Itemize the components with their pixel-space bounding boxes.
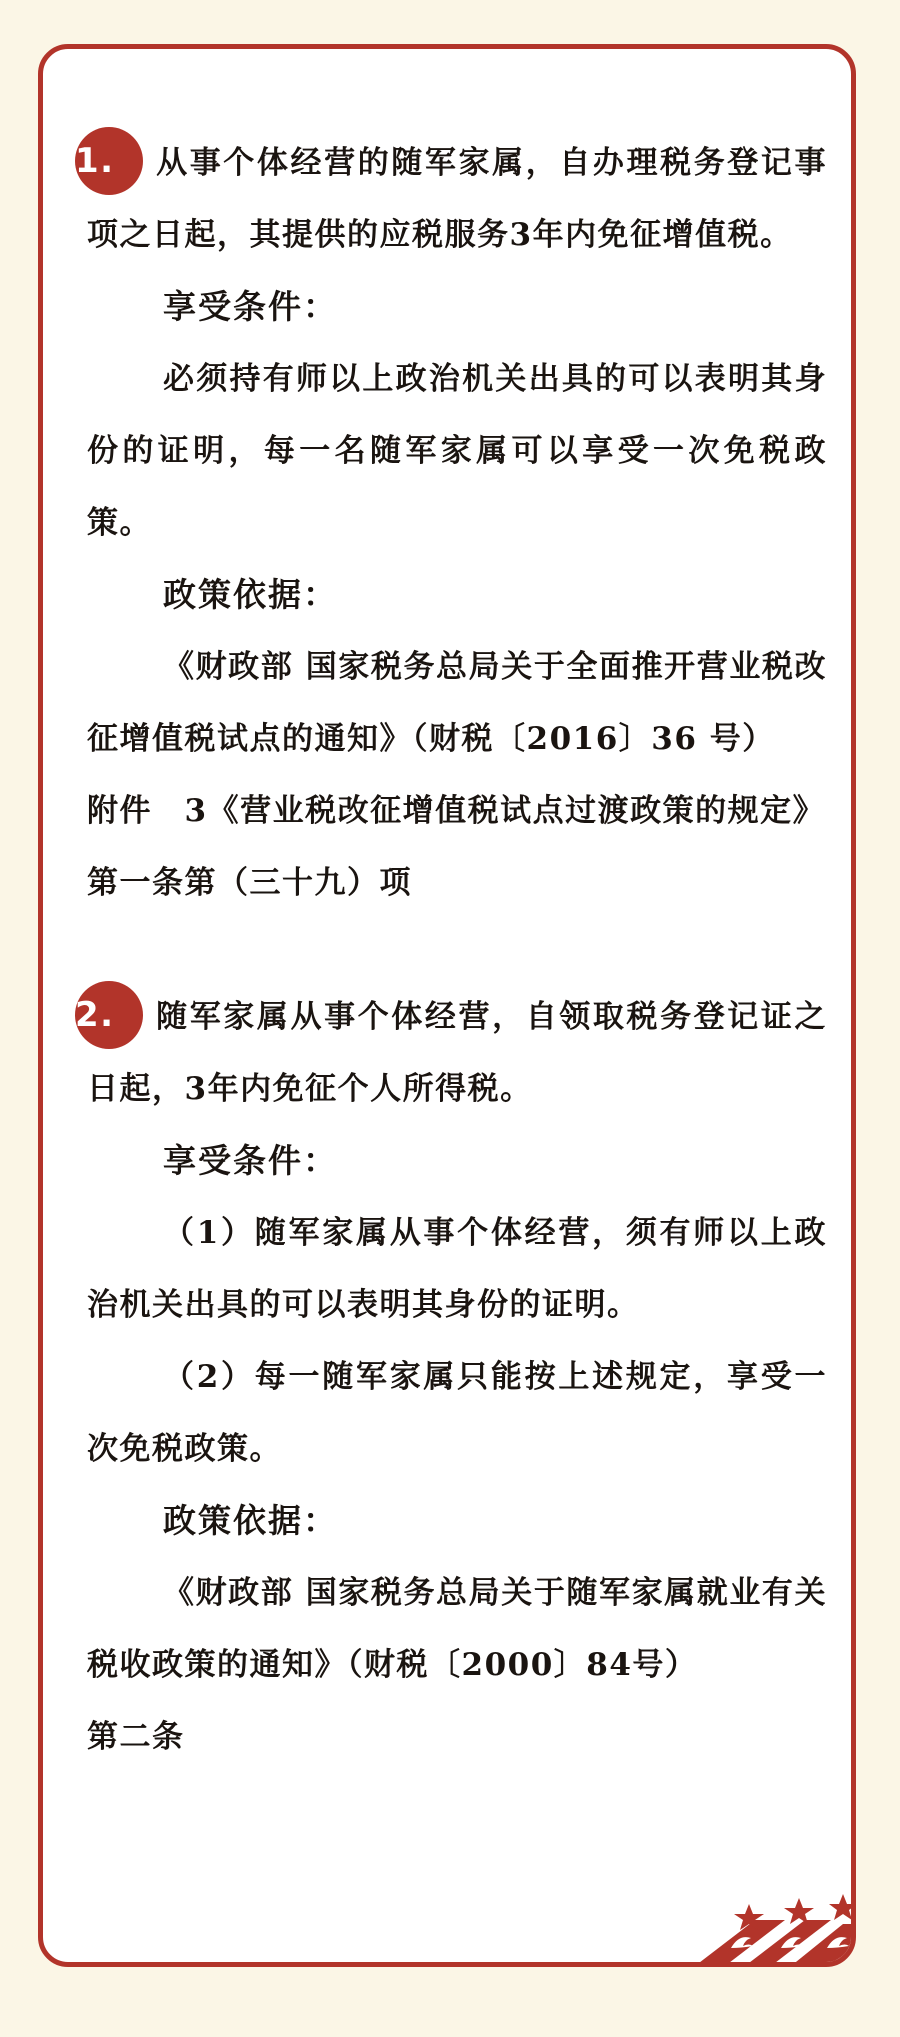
section1-conditions-heading: 享受条件： (163, 287, 338, 326)
section2-basis-line2: 第二条 (87, 1719, 185, 1755)
section2-intro (75, 981, 827, 1125)
section1-basis-line3: 第一条第（三十九）项 (87, 865, 412, 901)
star-ribbon-decoration-icon (635, 1886, 855, 1966)
section2-basis-line1: 《财政部 国家税务总局关于随军家属就业有关税收政策的通知》（财税〔2000〕84号） (87, 1575, 827, 1683)
section1-conditions-text: 必须持有师以上政治机关出具的可以表明其身份的证明，每一名随军家属可以享受一次免税政策。 (87, 361, 827, 541)
section1-number-badge: 1. (75, 127, 143, 195)
section1-basis-line1: 《财政部 国家税务总局关于全面推开营业税改征增值税试点的通知》（财税〔2016〕36 号） (87, 649, 827, 757)
section2-condition-2: （2）每一随军家属只能按上述规定，享受一次免税政策。 (87, 1359, 827, 1467)
section2-condition-1: （1）随军家属从事个体经营，须有师以上政治机关出具的可以表明其身份的证明。 (87, 1215, 827, 1323)
policy-card (38, 44, 856, 1967)
section1-intro-text: 从事个体经营的随军家属，自办理税务登记事项之日起，其提供的应税服务3年内免征增值税。 (87, 145, 827, 253)
section1-basis-heading: 政策依据： (163, 575, 338, 614)
section2-basis-heading: 政策依据： (163, 1501, 338, 1540)
section1-intro (75, 127, 827, 271)
section2-conditions-heading: 享受条件： (163, 1141, 338, 1180)
section2-number-badge: 2. (75, 981, 143, 1049)
section-divider-space (87, 919, 827, 981)
policy-content (75, 127, 827, 1773)
section1-basis-line2: 附件 3《营业税改征增值税试点过渡政策的规定》 (87, 793, 826, 829)
section2-intro-text: 随军家属从事个体经营，自领取税务登记证之日起，3年内免征个人所得税。 (87, 999, 827, 1107)
